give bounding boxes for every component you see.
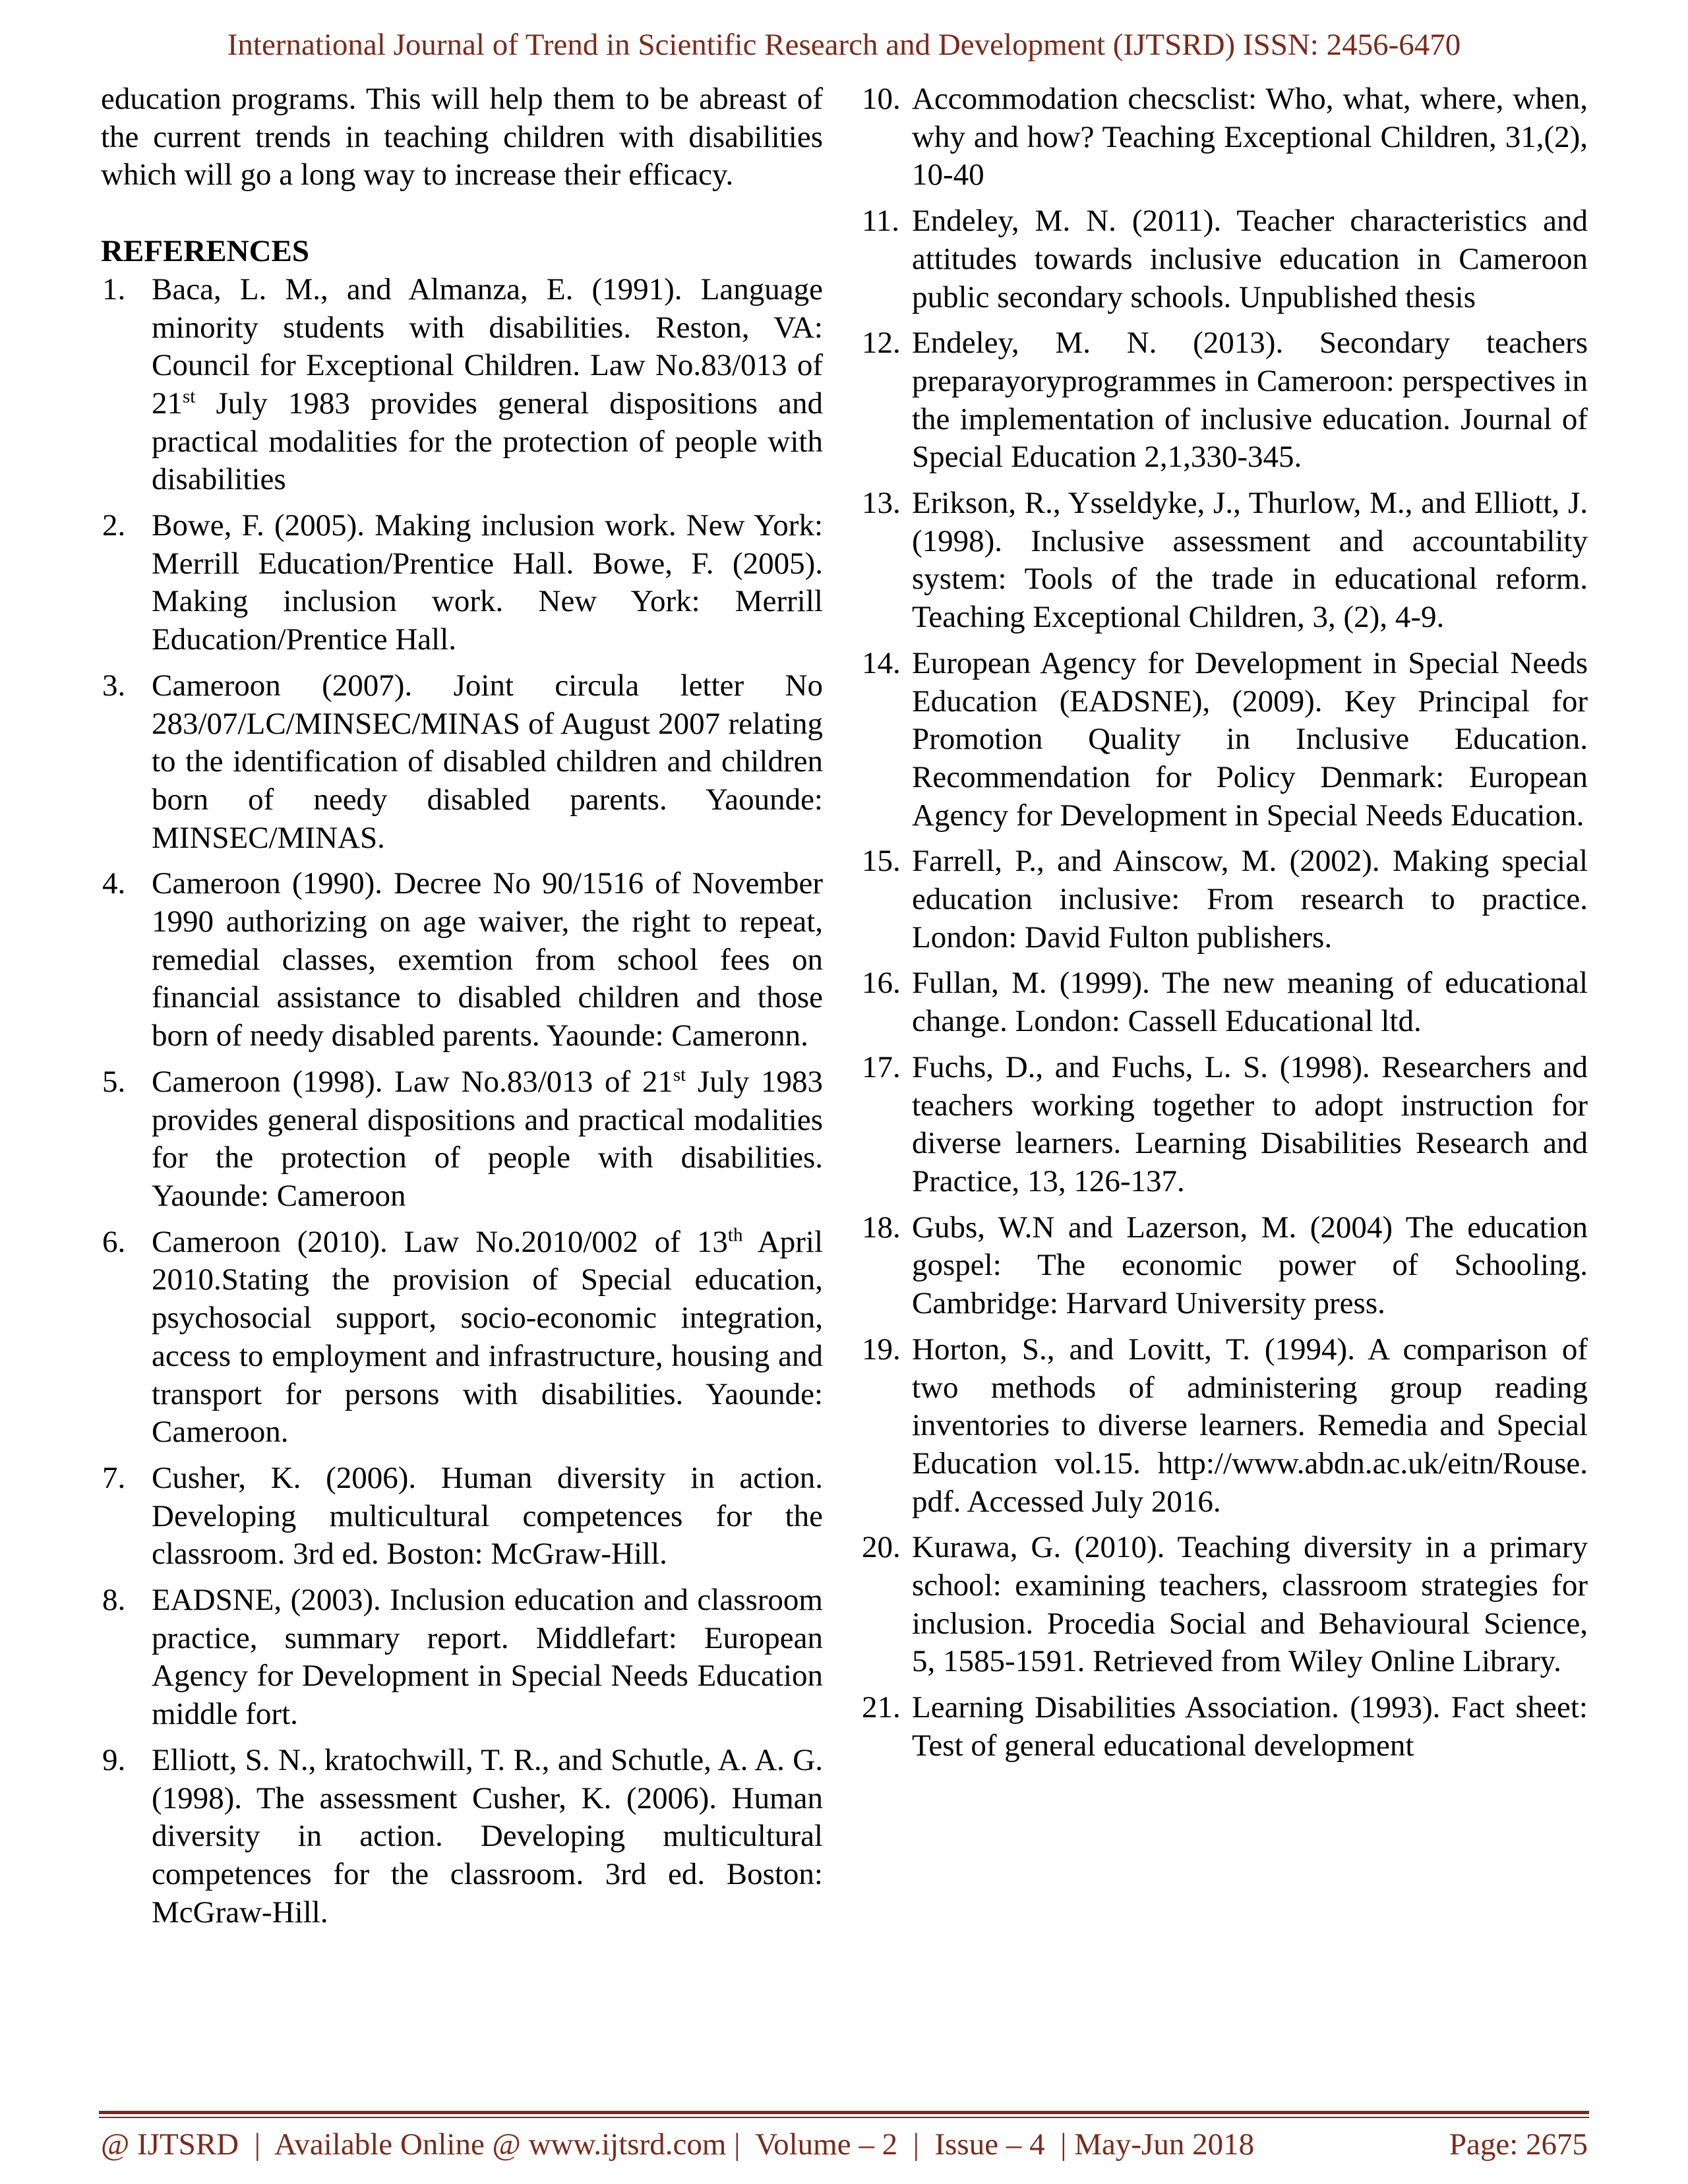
ordinal-suffix: th [727, 1224, 743, 1246]
reference-text: Cameroon (2007). Joint circula letter No 283/07/LC/MINSEC/MINAS of August 2007 relating to the identification of disabled children and children born of needy disabled parents. Yaounde: MINSEC/MINAS. [152, 668, 823, 855]
reference-text: Endeley, M. N. (2013). Secondary teachers preparayoryprogrammes in Cameroon: perspectives in the implementation of inclusive education. Journal of Special Education 2,1,330-345. [912, 326, 1588, 475]
reference-number: 17. [862, 1049, 901, 1084]
reference-number: 10. [862, 82, 901, 116]
reference-text: Cameroon (1990). Decree No 90/1516 of November 1990 authorizing on age waiver, the right to repeat, remedial classes, exemtion from school fees on financial assistance to disabled children and those born of needy disabled parents. Yaounde: Cameronn. [152, 866, 823, 1053]
reference-text: Fullan, M. (1999). The new meaning of educational change. London: Cassell Educational ltd. [912, 966, 1588, 1039]
references-heading: REFERENCES [101, 234, 310, 269]
reference-item [862, 1529, 1588, 1681]
reference-text: July 1983 provides general dispositions and practical modalities for the protection of people with disabilities [152, 386, 823, 497]
reference-text: Gubs, W.N and Lazerson, M. (2004) The education gospel: The economic power of Schooling. Cambridge: Harvard University press. [912, 1210, 1588, 1321]
reference-text: July 1983 provides general dispositions and practical modalities for the protection of people with disabilities. Yaounde: Cameroon [152, 1064, 823, 1213]
reference-number: 4. [102, 866, 126, 901]
reference-number: 16. [862, 966, 901, 1001]
footer-info: @ IJTSRD | Available Online @ www.ijtsrd.com | Volume – 2 | Issue – 4 | May-Jun 2018 [101, 2127, 1255, 2162]
reference-number: 7. [102, 1460, 126, 1495]
reference-item [862, 80, 1588, 194]
reference-item [101, 271, 823, 499]
reference-item [862, 1689, 1588, 1765]
reference-text: Endeley, M. N. (2011). Teacher characteristics and attitudes towards inclusive education in Cameroon public secondary schools. Unpublished thesis [912, 204, 1588, 314]
reference-number: 14. [862, 645, 901, 680]
reference-item [101, 865, 823, 1055]
footer-rule-thin [99, 2117, 1589, 2118]
reference-item [862, 964, 1588, 1040]
reference-text: EADSNE, (2003). Inclusion education and classroom practice, summary report. Middlefart: European Agency for Development in Special Needs Education middle fort. [152, 1583, 823, 1732]
ordinal-suffix: st [183, 386, 196, 407]
reference-item [862, 324, 1588, 477]
reference-text: Horton, S., and Lovitt, T. (1994). A comparison of two methods of administering group reading inventories to diverse learners. Remedia and Special Education vol.15. http://www.abdn.ac.uk/eitn/Rouse. pdf. Accessed July 2016. [912, 1332, 1588, 1519]
reference-number: 1. [102, 272, 126, 307]
reference-item [862, 645, 1588, 835]
reference-number: 15. [862, 844, 901, 879]
reference-text: European Agency for Development in Special Needs Education (EADSNE), (2009). Key Principal for Promotion Quality in Inclusive Education. Recommendation for Policy Denmark: European Agency for Development in Special Needs Education. [912, 645, 1588, 833]
reference-number: 11. [862, 204, 900, 239]
reference-number: 13. [862, 486, 901, 521]
left-column [101, 80, 823, 1939]
reference-text: Accommodation checsclist: Who, what, where, when, why and how? Teaching Exceptional Children, 31,(2), 10-40 [912, 82, 1588, 192]
reference-item [101, 1224, 823, 1452]
reference-item [862, 202, 1588, 316]
reference-number: 19. [862, 1332, 901, 1367]
journal-header: International Journal of Trend in Scientific Research and Development (IJTSRD) ISSN: 2456-6470 [227, 28, 1461, 62]
reference-item [862, 1331, 1588, 1521]
reference-text: Baca, L. M., and Almanza, E. (1991). Language minority students with disabilities. Reston, VA: Council for Exceptional Children. Law No.83/013 of 21 [152, 272, 823, 421]
reference-number: 12. [862, 326, 901, 361]
reference-number: 20. [862, 1530, 901, 1565]
reference-text: Fuchs, D., and Fuchs, L. S. (1998). Researchers and teachers working together to adopt instruction for diverse learners. Learning Disabilities Research and Practice, 13, 126-137. [912, 1049, 1588, 1198]
footer-rule [99, 2111, 1589, 2114]
reference-text: Cusher, K. (2006). Human diversity in action. Developing multicultural competences for the classroom. 3rd ed. Boston: McGraw-Hill. [152, 1460, 823, 1572]
reference-number: 18. [862, 1210, 901, 1245]
reference-number: 9. [102, 1742, 126, 1777]
reference-text: April 2010.Stating the provision of Special education, psychosocial support, socio-economic integration, access to employment and infrastructure, housing and transport for persons with disabilities. Yaounde: Cameroon. [152, 1224, 823, 1450]
reference-item [101, 1460, 823, 1574]
reference-text: Cameroon (2010). Law No.2010/002 of 13 [152, 1224, 728, 1259]
reference-text: Erikson, R., Ysseldyke, J., Thurlow, M., and Elliott, J. (1998). Inclusive assessment and accountability system: Tools of the trade in educational reform. Teaching Exceptional Children, 3, (2), 4-9. [912, 486, 1588, 635]
reference-text: Kurawa, G. (2010). Teaching diversity in a primary school: examining teachers, classroom strategies for inclusion. Procedia Social and Behavioural Science, 5, 1585-1591. Retrieved from Wiley Online Library. [912, 1530, 1588, 1679]
page-number: Page: 2675 [1449, 2127, 1588, 2162]
intro-paragraph: education programs. This will help them to be abreast of the current trends in teaching children with disabilities which will go a long way to increase their efficacy. [101, 82, 823, 192]
reference-text: Elliott, S. N., kratochwill, T. R., and Schutle, A. A. G. (1998). The assessment Cusher, K. (2006). Human diversity in action. Developing multicultural competences for the classroom. 3rd ed. Boston: McGraw-Hill. [152, 1742, 823, 1930]
reference-item [862, 1209, 1588, 1323]
reference-item [101, 1581, 823, 1734]
ordinal-suffix: st [673, 1064, 686, 1086]
reference-text: Learning Disabilities Association. (1993). Fact sheet: Test of general educational development [912, 1690, 1588, 1763]
reference-item [862, 842, 1588, 957]
references-list-left [101, 271, 823, 1932]
reference-item [101, 1742, 823, 1932]
reference-item [862, 1049, 1588, 1201]
reference-item [101, 1063, 823, 1216]
reference-item [862, 485, 1588, 637]
reference-text: Cameroon (1998). Law No.83/013 of 21 [152, 1064, 673, 1099]
reference-number: 6. [102, 1224, 126, 1259]
right-column [862, 80, 1588, 1773]
reference-number: 8. [102, 1583, 126, 1618]
reference-number: 21. [862, 1690, 901, 1725]
reference-text: Bowe, F. (2005). Making inclusion work. New York: Merrill Education/Prentice Hall. Bowe, F. (2005). Making inclusion work. New York: Merrill Education/Prentice Hall. [152, 508, 823, 657]
reference-number: 5. [102, 1064, 126, 1099]
reference-number: 3. [102, 668, 126, 703]
references-list-right [862, 80, 1588, 1765]
reference-item [101, 507, 823, 659]
reference-item [101, 667, 823, 858]
reference-text: Farrell, P., and Ainscow, M. (2002). Making special education inclusive: From research to practice. London: David Fulton publishers. [912, 844, 1588, 955]
page-footer [101, 2125, 1588, 2164]
reference-number: 2. [102, 508, 126, 543]
